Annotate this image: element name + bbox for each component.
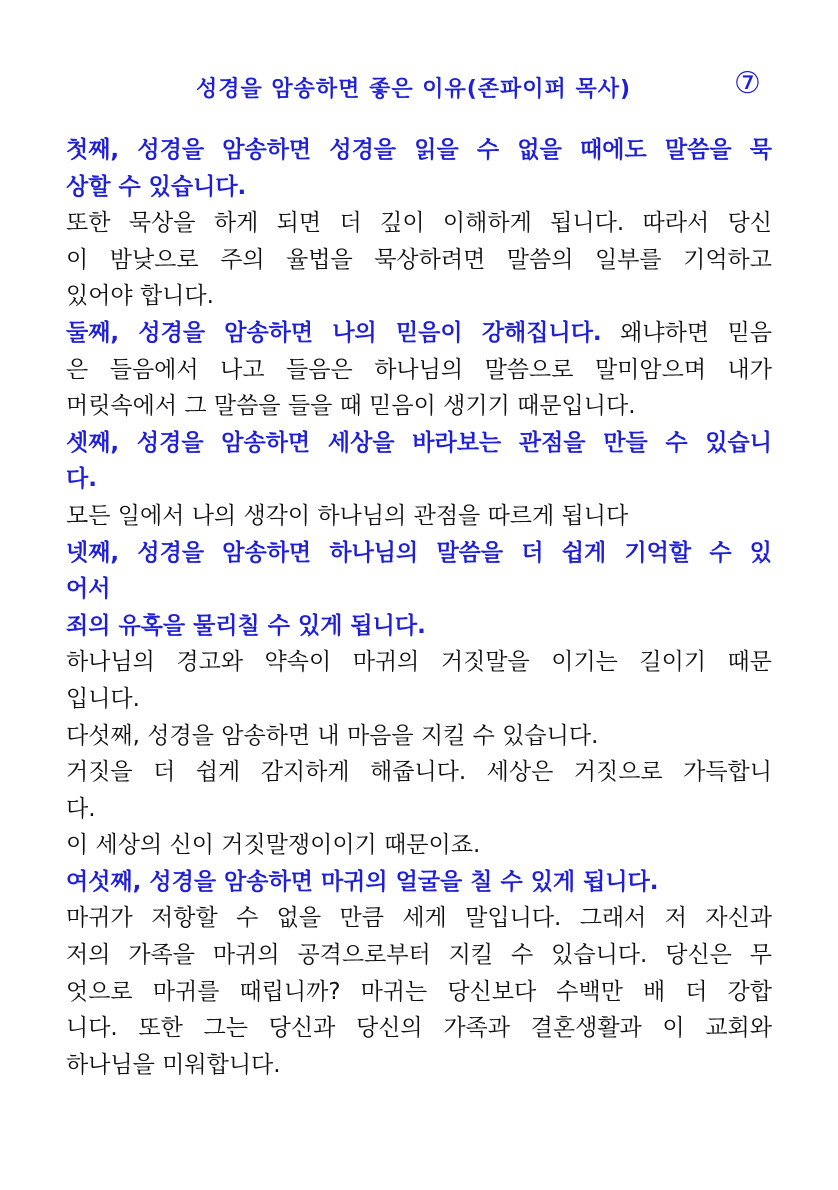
- page-number-marker: ⑦: [734, 66, 761, 101]
- text-line: [66, 1010, 772, 1047]
- body-text-span: 다섯째, 성경을 암송하면 내 마음을 지킬 수 있습니다.: [66, 722, 599, 749]
- body-text-span: 하나님의 경고와 약속이 마귀의 거짓말을 이기는 길이기 때문: [66, 649, 772, 676]
- body-text-span: 마귀가 저항할 수 없을 만큼 세게 말입니다. 그래서 저 자신과: [66, 905, 772, 932]
- body-text-span: 있어야 합니다.: [66, 283, 214, 310]
- text-line: [66, 498, 772, 535]
- text-line: [66, 1047, 772, 1084]
- body-text-span: 머릿속에서 그 말씀을 들을 때 믿음이 생기기 때문입니다.: [66, 393, 636, 420]
- body-text-span: 왜냐하면 믿음: [601, 319, 772, 346]
- body-text-span: 저의 가족을 마귀의 공격으로부터 지킬 수 있습니다. 당신은 무: [66, 942, 772, 969]
- body-text-span: 이 세상의 신이 거짓말쟁이이기 때문이죠.: [66, 832, 481, 859]
- text-line: [66, 827, 772, 864]
- text-line: [66, 900, 772, 937]
- text-line: [66, 169, 772, 206]
- text-line: [66, 754, 772, 791]
- text-line: [66, 461, 772, 498]
- text-line: [66, 791, 772, 828]
- body-text-span: 니다. 또한 그는 당신과 당신의 가족과 결혼생활과 이 교회와: [66, 1015, 772, 1042]
- body-text-span: 엇으로 마귀를 때립니까? 마귀는 당신보다 수백만 배 더 강합: [66, 978, 772, 1005]
- text-line: [66, 681, 772, 718]
- text-line: [66, 425, 772, 462]
- highlighted-text: 넷째, 성경을 암송하면 하나님의 말씀을 더 쉽게 기억할 수 있: [66, 539, 772, 566]
- text-line: [66, 352, 772, 389]
- text-line: [66, 608, 772, 645]
- body-text: [66, 132, 772, 1083]
- body-text-span: 또한 묵상을 하게 되면 더 깊이 이해하게 됩니다. 따라서 당신: [66, 210, 772, 237]
- body-text-span: 모든 일에서 나의 생각이 하나님의 관점을 따르게 됩니다: [66, 502, 629, 529]
- highlighted-text: 여섯째, 성경을 암송하면 마귀의 얼굴을 칠 수 있게 됩니다.: [66, 868, 659, 895]
- text-line: [66, 974, 772, 1011]
- body-text-span: 입니다.: [66, 685, 140, 712]
- text-line: [66, 388, 772, 425]
- highlighted-text: 둘째, 성경을 암송하면 나의 믿음이 강해집니다.: [66, 319, 602, 346]
- highlighted-text: 첫째, 성경을 암송하면 성경을 읽을 수 없을 때에도 말씀을 묵: [66, 137, 772, 163]
- text-line: [66, 315, 772, 352]
- text-line: [66, 718, 772, 755]
- body-text-span: 다.: [66, 795, 96, 822]
- body-text-span: 하나님을 미워합니다.: [66, 1051, 281, 1078]
- text-line: [66, 571, 772, 608]
- body-text-span: 거짓을 더 쉽게 감지하게 해줍니다. 세상은 거짓으로 가득합니: [66, 759, 772, 786]
- text-line: [66, 864, 772, 901]
- text-line: [66, 205, 772, 242]
- page-title: 성경을 암송하면 좋은 이유(존파이퍼 목사): [196, 77, 632, 102]
- text-line: [66, 278, 772, 315]
- text-line: [66, 644, 772, 681]
- text-line: [66, 242, 772, 279]
- title-row: [66, 66, 772, 112]
- text-line: [66, 132, 772, 169]
- highlighted-text: 다.: [66, 466, 97, 493]
- highlighted-text: 셋째, 성경을 암송하면 세상을 바라보는 관점을 만들 수 있습니: [66, 429, 772, 456]
- body-text-span: 은 들음에서 나고 들음은 하나님의 말씀으로 말미암으며 내가: [66, 356, 772, 383]
- highlighted-text: 상할 수 있습니다.: [66, 173, 247, 200]
- body-text-span: 이 밤낮으로 주의 율법을 묵상하려면 말씀의 일부를 기억하고: [66, 246, 772, 273]
- text-line: [66, 535, 772, 572]
- highlighted-text: 어서: [66, 576, 111, 603]
- text-line: [66, 937, 772, 974]
- highlighted-text: 죄의 유혹을 물리칠 수 있게 됩니다.: [66, 612, 426, 639]
